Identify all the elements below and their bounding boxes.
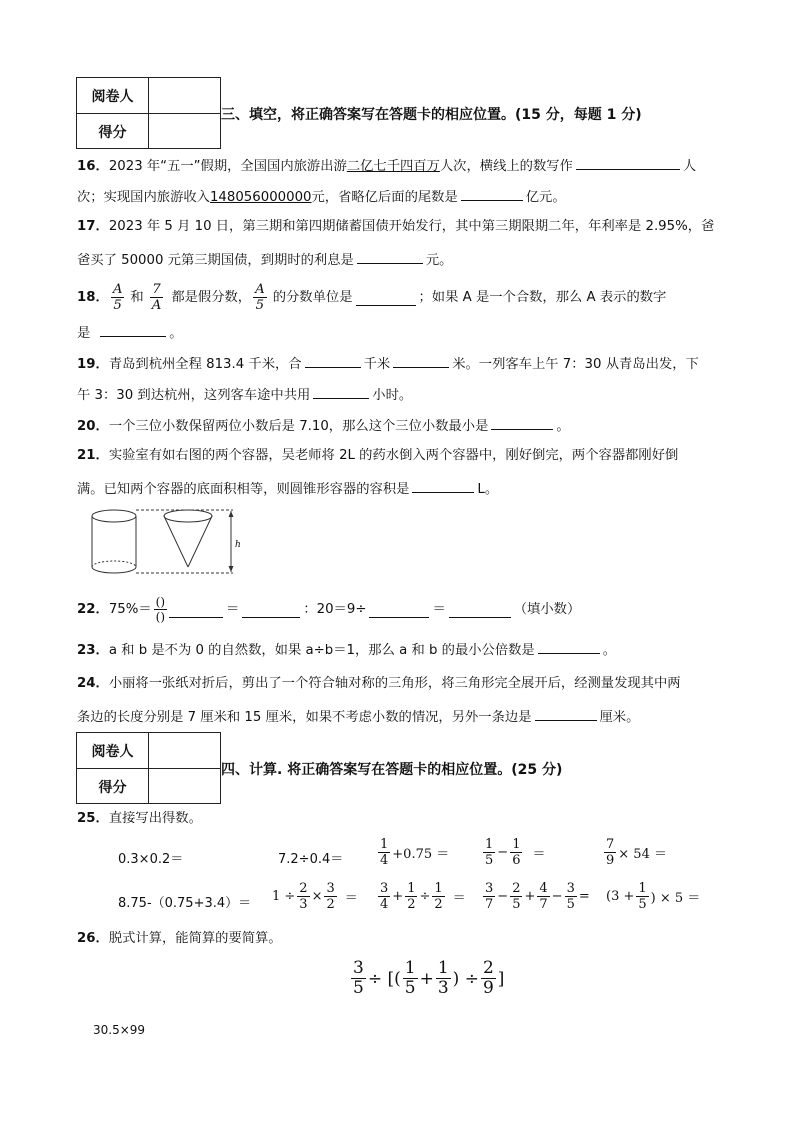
answer-blank[interactable] xyxy=(393,352,449,368)
question-21-line1: 21．实验室有如右图的两个容器，吴老师将 2L 的药水倒入两个容器中，刚好倒完，两个容器都刚好倒 xyxy=(77,448,679,463)
calc-1: 0.3×0.2＝ xyxy=(118,852,184,867)
question-19-line1: 19．青岛到杭州全程 813.4 千米，合 千米 米。一列客车上午 7：30 从青岛出发，下 xyxy=(77,352,699,375)
calc-9: $\frac{3}{7}$ − $\frac{2}{5}$ + $\frac{4}{7}$ − $\frac{3}{5}$ = xyxy=(485,881,590,912)
question-18-line1: 18． $\frac{A}{5}$ 和 $\frac{7}{A}$ 都是假分数， $\frac{A}{5}$ 的分数单位是 ；如果 A 是一个合数，那么 A 表示的数字 xyxy=(77,282,667,314)
score-label: 得分 xyxy=(77,114,149,149)
calc-5: $\frac{7}{9}$ × 54 ＝ xyxy=(606,837,667,868)
calc-26-second: 30.5×99 xyxy=(93,1023,146,1037)
question-23: 23．a 和 b 是不为 0 的自然数，如果 a÷b＝1，那么 a 和 b 的最小公倍数是 。 xyxy=(77,638,616,661)
grader-field[interactable] xyxy=(149,78,220,113)
calc-6: 8.75-（0.75+3.4）＝ xyxy=(118,896,252,911)
question-26: 26．脱式计算，能简算的要简算。 xyxy=(77,931,282,946)
answer-blank[interactable] xyxy=(100,321,166,337)
grader-label: 阅卷人 xyxy=(77,733,149,768)
score-label: 得分 xyxy=(77,769,149,804)
grader-label: 阅卷人 xyxy=(77,78,149,113)
score-field[interactable] xyxy=(149,769,220,804)
calc-8: $\frac{3}{4}$ + $\frac{1}{2}$ ÷ $\frac{1}{2}$ ＝ xyxy=(380,881,466,912)
question-19-line2: 午 3：30 到达杭州，这列客车途中共用 小时。 xyxy=(77,383,412,406)
grader-field[interactable] xyxy=(149,733,220,768)
containers-figure xyxy=(88,505,248,577)
question-24-line1: 24．小丽将一张纸对折后，剪出了一个符合轴对称的三角形，将三角形完全展开后，经测量发现其中两 xyxy=(77,676,681,691)
cone-shape xyxy=(164,510,212,567)
question-16-line2: 次；实现国内旅游收入148056000000元，省略亿后面的尾数是 亿元。 xyxy=(77,185,566,208)
grader-box-2 xyxy=(76,732,221,804)
question-18-line2: 是 。 xyxy=(77,321,183,344)
section-4-title: 四、计算. 将正确答案写在答题卡的相应位置。(25 分) xyxy=(221,762,563,778)
calc-7: 1 ÷ $\frac{2}{3}$ × $\frac{3}{2}$ ＝ xyxy=(272,881,358,912)
question-25: 25．直接写出得数。 xyxy=(77,811,202,826)
calc-26-expression: $\frac{3}{5}$ ÷ [( $\frac{1}{5}$ + $\frac{1}{3}$ ) ÷ $\frac{2}{9}$ ] xyxy=(353,958,505,998)
answer-blank[interactable] xyxy=(357,248,423,264)
answer-blank[interactable] xyxy=(535,705,597,721)
question-17-line2: 爸买了 50000 元第三期国债，到期时的利息是 元。 xyxy=(77,248,452,271)
answer-blank[interactable] xyxy=(449,602,511,618)
score-field[interactable] xyxy=(149,114,220,149)
answer-blank[interactable] xyxy=(491,414,553,430)
question-21-line2: 满。已知两个容器的底面积相等，则圆锥形容器的容积是 L。 xyxy=(77,477,498,500)
grader-box xyxy=(76,77,221,149)
height-guides xyxy=(136,510,233,573)
section-3-title: 三、填空，将正确答案写在答题卡的相应位置。(15 分，每题 1 分) xyxy=(221,107,642,123)
answer-blank[interactable] xyxy=(305,352,361,368)
calc-4: $\frac{1}{5}$ − $\frac{1}{6}$ ＝ xyxy=(485,837,546,868)
question-16-line1: 16．2023 年“五一”假期，全国国内旅游出游二亿七千四百万人次，横线上的数写作 人 xyxy=(77,154,696,177)
question-22: 22． 75%＝ $\frac{()}{()}$ ＝ ：20＝9÷ ＝ （填小数） xyxy=(77,595,581,624)
answer-blank[interactable] xyxy=(538,638,600,654)
answer-blank[interactable] xyxy=(242,602,300,618)
height-label: h xyxy=(235,540,241,550)
calc-10: (3 + $\frac{1}{5}$ ) × 5 ＝ xyxy=(606,881,701,912)
question-24-line2: 条边的长度分别是 7 厘米和 15 厘米，如果不考虑小数的情况，另外一条边是 厘米。 xyxy=(77,705,639,728)
question-17-line1: 17．2023 年 5 月 10 日，第三期和第四期储蓄国债开始发行，其中第三期限期二年，年利率是 2.95%，爸 xyxy=(77,219,715,234)
question-20: 20．一个三位小数保留两位小数后是 7.10，那么这个三位小数最小是 。 xyxy=(77,414,570,437)
calc-2: 7.2÷0.4＝ xyxy=(278,852,344,867)
answer-blank[interactable] xyxy=(461,185,523,201)
answer-blank[interactable] xyxy=(169,602,223,618)
answer-blank[interactable] xyxy=(356,290,416,306)
answer-blank[interactable] xyxy=(313,383,369,399)
calc-3: $\frac{1}{4}$ +0.75 ＝ xyxy=(380,837,450,868)
answer-blank[interactable] xyxy=(369,602,429,618)
answer-blank[interactable] xyxy=(576,154,680,170)
cylinder-shape xyxy=(92,510,136,573)
answer-blank[interactable] xyxy=(412,477,474,493)
